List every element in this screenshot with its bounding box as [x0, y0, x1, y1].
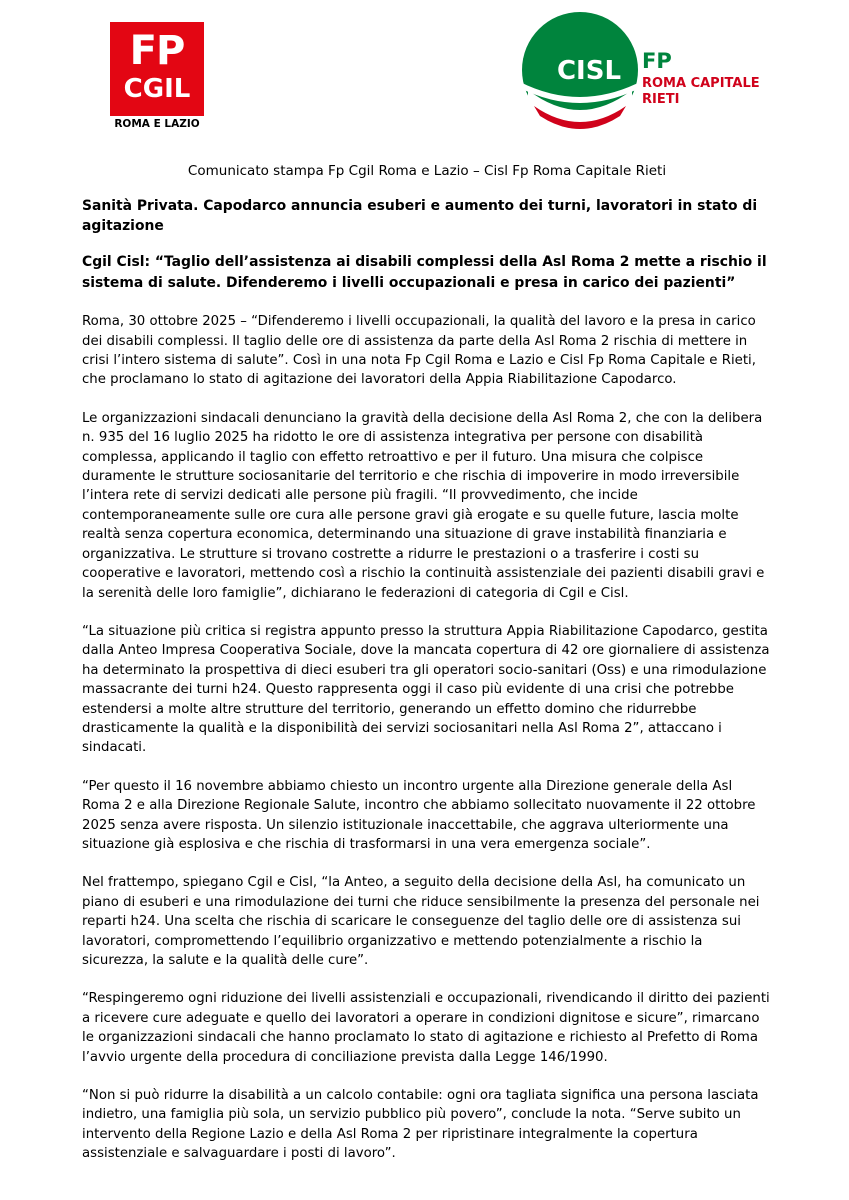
fp-cgil-logo-block — [110, 22, 204, 116]
headline-secondary: Cgil Cisl: “Taglio dell’assistenza ai disabili complessi della Asl Roma 2 mette a rischio il sistema di salute. Difenderemo i livelli occupazionali e presa in carico dei pazienti” — [82, 254, 767, 292]
paragraph: “Per questo il 16 novembre abbiamo chiesto un incontro urgente alla Direzione generale della Asl Roma 2 e alla Direzione Regionale Salute, incontro che abbiamo sollecitato nuovamente il 22 ottobre 2025 senza avere risposta. Un silenzio istituzionale inaccettabile, che aggrava ulteriormente una situazione già esplosiva e che rischia di trasformarsi in una vera emergenza sociale”. — [82, 778, 756, 852]
paragraph: Le organizzazioni sindacali denunciano la gravità della decisione della Asl Roma 2, che con la delibera n. 935 del 16 luglio 2025 ha ridotto le ore di assistenza integrativa per persone con disabilità complessa, applicando il taglio con effetto retroattivo e per il futuro. Una misura che colpisce duramente le strutture sociosanitarie del territorio e che rischia di impoverire in modo irreversibile l’intera rete di servizi dedicati alle persone più fragili. “Il provvedimento, che incide contemporaneamente sulle ore cura alle persone gravi già erogate e su quelle future, lascia molte realtà senza copertura economica, determinando una situazione di grave instabilità finanziaria e organizzativa. Le strutture si trovano costrette a ridurre le prestazioni o a trasferire i costi su cooperative e lavoratori, mettendo così a rischio la continuità assistenziale dei pazienti disabili gravi e la serenità delle loro famiglie”, dichiarano le federazioni di categoria di Cgil e Cisl. — [82, 410, 765, 601]
fp-cgil-logo-region: ROMA E LAZIO — [114, 118, 200, 130]
fp-cgil-logo — [110, 22, 204, 132]
document-title: Comunicato stampa Fp Cgil Roma e Lazio – Cisl Fp Roma Capitale Rieti — [187, 163, 667, 179]
cisl-region-line2: RIETI — [642, 92, 680, 107]
press-release-body — [82, 162, 772, 1183]
cisl-region-line1: ROMA CAPITALE — [642, 76, 760, 91]
fp-cgil-logo-fp: FP — [129, 28, 185, 74]
cisl-fp-label: FP — [642, 49, 672, 73]
cisl-fp-logo — [520, 12, 770, 132]
paragraph: “Non si può ridurre la disabilità a un calcolo contabile: ogni ora tagliata significa una persona lasciata indietro, una famiglia più sola, un servizio pubblico più povero”, conclude la nota. “Serve subito un intervento della Regione Lazio e della Asl Roma 2 per ripristinare integralmente la copertura assistenziale e salvaguardare i posti di lavoro”. — [82, 1088, 759, 1162]
fp-cgil-logo-cgil: CGIL — [123, 74, 191, 104]
paragraph: “Respingeremo ogni riduzione dei livelli assistenziali e occupazionali, rivendicando il diritto dei pazienti a ricevere cure adeguate e quello dei lavoratori a operare in condizioni dignitose e sicure”, rimarcano le organizzazioni sindacali che hanno proclamato lo stato di agitazione e richiesto al Prefetto di Roma l’avvio urgente della procedura di conciliazione prevista dalla Legge 146/1990. — [82, 991, 770, 1065]
headline-primary: Sanità Privata. Capodarco annuncia esuberi e aumento dei turni, lavoratori in stato di agitazione — [82, 198, 758, 234]
paragraph: Roma, 30 ottobre 2025 – “Difenderemo i livelli occupazionali, la qualità del lavoro e la presa in carico dei disabili complessi. Il taglio delle ore di assistenza da parte della Asl Roma 2 rischia di mettere in crisi l’intero sistema di salute”. Così in una nota Fp Cgil Roma e Lazio e Cisl Fp Roma Capitale e Rieti, che proclamano lo stato di agitazione dei lavoratori della Appia Riabilitazione Capodarco. — [82, 314, 756, 388]
paragraph: Nel frattempo, spiegano Cgil e Cisl, “la Anteo, a seguito della decisione della Asl, ha comunicato un piano di esuberi e una rimodulazione dei turni che riduce sensibilmente la presenza del personale nei reparti h24. Una scelta che rischia di scaricare le conseguenze del taglio delle ore di assistenza sui lavoratori, compromettendo l’equilibrio organizzativo e mettendo potenzialmente a rischio la sicurezza, la salute e la qualità delle cure”. — [82, 875, 760, 968]
cisl-mark-text: CISL — [556, 56, 622, 86]
paragraph: “La situazione più critica si registra appunto presso la struttura Appia Riabilitazione Capodarco, gestita dalla Anteo Impresa Cooperativa Sociale, dove la mancata copertura di 42 ore giornaliere di assistenza ha determinato la prospettiva di dieci esuberi tra gli operatori socio-sanitari (Oss) e una rimodulazione massacrante dei turni h24. Questo rappresenta oggi il caso più evidente di una crisi che potrebbe estendersi a molte altre strutture del territorio, generando un effetto domino che ridurrebbe drasticamente la qualità e la disponibilità dei servizi sociosanitari nella Asl Roma 2”, attaccano i sindacati. — [82, 623, 770, 756]
